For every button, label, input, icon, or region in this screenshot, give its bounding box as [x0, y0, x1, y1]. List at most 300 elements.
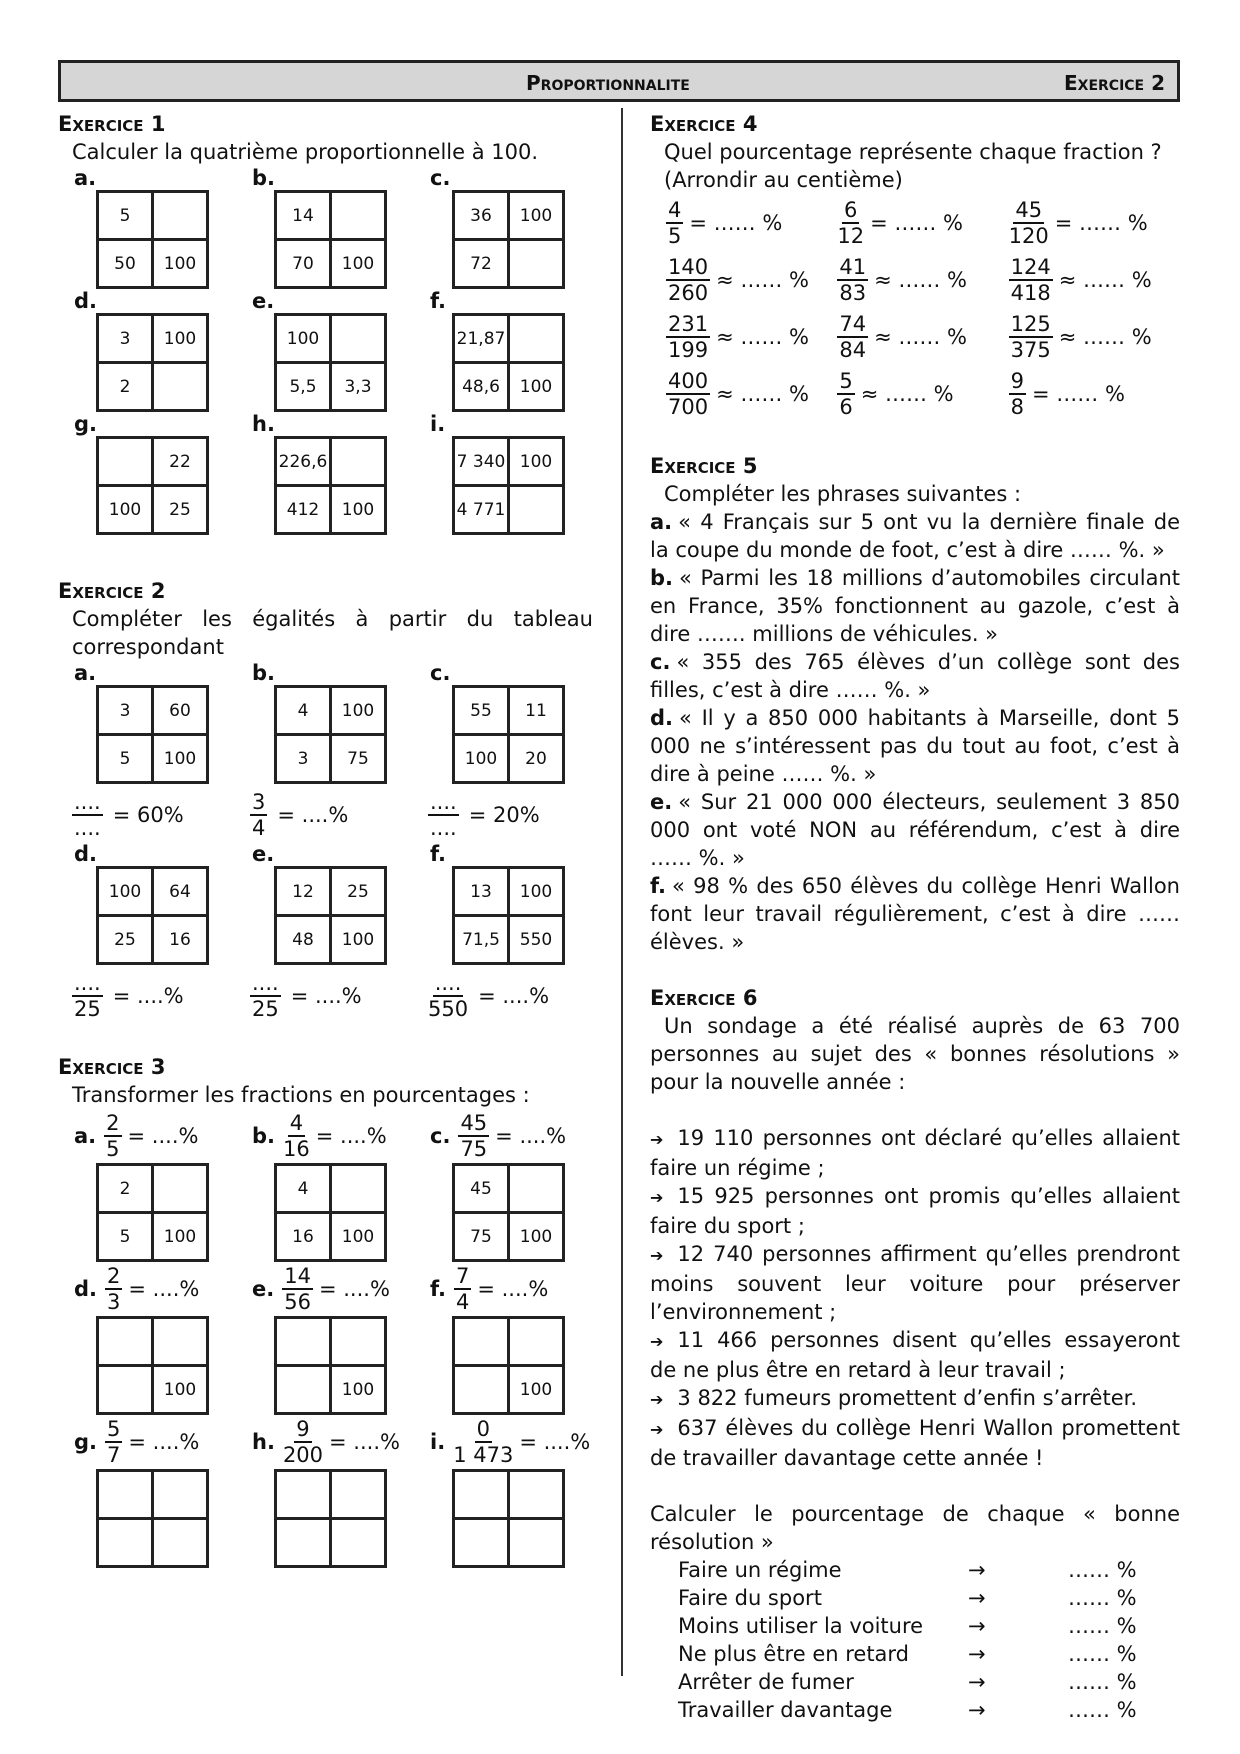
fraction — [1009, 312, 1053, 362]
percentage-blank: ≈ …… % — [860, 381, 954, 406]
exercise-item — [414, 412, 592, 535]
exercise-title: Exercice 5 — [650, 454, 758, 478]
grid-row — [454, 687, 564, 735]
fraction-denominator: 5 — [106, 1137, 120, 1161]
resolution-label: Moins utiliser la voiture — [678, 1614, 924, 1638]
fraction-denominator: 25 — [73, 997, 101, 1021]
grid-cell — [454, 1471, 509, 1519]
fraction-numerator: .... — [74, 790, 101, 814]
fraction-denominator: 260 — [668, 280, 709, 305]
grid-cell: 55 — [454, 687, 509, 735]
fraction-line — [414, 1109, 592, 1163]
fraction-numerator: .... — [74, 971, 101, 995]
percentage-blank: ≈ …… % — [874, 267, 967, 292]
fraction-denominator: 120 — [1008, 223, 1049, 248]
fraction-numerator: 74 — [839, 311, 867, 336]
percentage-blank: = …… % — [689, 210, 783, 235]
item-label: f. — [430, 289, 446, 313]
sentence-text: « Sur 21 000 000 électeurs, seulement 3 850 000 ont voté NON au référendum, c’est à dire …… %. » — [650, 790, 1180, 870]
resolution-blank: …… % — [1068, 1614, 1137, 1638]
fraction — [454, 1264, 471, 1314]
exercise-3 — [58, 1053, 593, 1568]
percentage-item — [666, 312, 837, 362]
fraction — [837, 198, 864, 248]
item-label: h. — [252, 412, 275, 436]
percentage-blank: ≈ …… % — [874, 324, 967, 349]
exercise-item — [414, 1109, 592, 1262]
fraction — [837, 255, 868, 305]
equality — [236, 969, 414, 1023]
exercise-instruction: Compléter les phrases suivantes : — [664, 482, 1022, 506]
fraction-line — [236, 1415, 414, 1469]
exercise-row — [58, 289, 593, 412]
percentage-item — [666, 255, 837, 305]
grid-cell — [331, 438, 386, 486]
grid-row — [276, 486, 386, 534]
item-label: c. — [430, 661, 451, 685]
exercise-item — [236, 1415, 414, 1568]
grid-cell: 64 — [153, 868, 208, 916]
exercise-item — [236, 1262, 414, 1415]
grid-table — [96, 1316, 209, 1415]
grid-cell — [98, 1366, 153, 1414]
exercise-instruction: Transformer les fractions en pourcentages : — [72, 1083, 530, 1107]
grid-row — [98, 687, 208, 735]
grid-cell — [331, 1471, 386, 1519]
sentence-text: « 355 des 765 élèves d’un collège sont des filles, c’est à dire …… %. » — [650, 650, 1180, 702]
equality — [414, 969, 592, 1023]
fraction-numerator: 9 — [1010, 368, 1025, 393]
grid-row — [98, 363, 208, 411]
grid-row — [98, 192, 208, 240]
grid-table — [452, 866, 565, 965]
fraction-numerator: 6 — [844, 197, 858, 222]
exercise-item — [414, 1415, 592, 1568]
exercise-item — [58, 289, 236, 412]
grid-cell — [98, 438, 153, 486]
grid-table — [452, 313, 565, 412]
fraction-denominator: 8 — [1010, 394, 1025, 419]
exercise-title: Exercice 1 — [58, 112, 166, 136]
exercise-instruction-note: (Arrondir au centième) — [664, 168, 903, 192]
grid-table — [96, 190, 209, 289]
grid-cell: 100 — [98, 868, 153, 916]
grid-row — [98, 916, 208, 964]
fraction-denominator: 25 — [251, 997, 279, 1021]
header-banner — [58, 60, 1180, 102]
fraction-denominator: 375 — [1010, 337, 1051, 362]
sentence — [650, 648, 1180, 704]
fraction-row — [666, 365, 1180, 422]
bullet-item — [650, 1414, 1180, 1472]
exercise-title: Exercice 4 — [650, 112, 758, 136]
grid-cell: 36 — [454, 192, 509, 240]
grid-cell: 3 — [276, 735, 331, 783]
grid-cell — [276, 1366, 331, 1414]
fraction-denominator: 1 473 — [453, 1443, 514, 1467]
sentence — [650, 564, 1180, 648]
exercise-item — [414, 1262, 592, 1415]
fraction-line — [58, 1262, 236, 1316]
grid-cell — [331, 1318, 386, 1366]
grid-row — [98, 1213, 208, 1261]
grid-cell: 5,5 — [276, 363, 331, 411]
percentage-blank: ≈ …… % — [716, 381, 809, 406]
fraction-numerator: .... — [430, 790, 457, 814]
exercise-6 — [650, 984, 1180, 1724]
bullet-item — [650, 1326, 1180, 1384]
resolution-row — [678, 1612, 1137, 1640]
fraction — [1009, 255, 1053, 305]
grid-cell: 7 340 — [454, 438, 509, 486]
exercise-instruction: Calculer la quatrième proportionnelle à 100. — [72, 140, 539, 164]
fraction-denominator: .... — [74, 816, 101, 840]
grid-cell: 4 — [276, 687, 331, 735]
grid-cell: 16 — [153, 916, 208, 964]
resolution-label: Faire un régime — [678, 1558, 842, 1582]
grid-cell: 45 — [454, 1165, 509, 1213]
fraction-numerator: 5 — [107, 1417, 121, 1441]
grid-cell: 100 — [153, 315, 208, 363]
fraction-denominator: 4 — [252, 816, 266, 840]
grid-table — [274, 685, 387, 784]
equality-rhs: = ....% — [128, 1430, 200, 1454]
grid-table — [452, 1163, 565, 1262]
fraction — [666, 312, 710, 362]
grid-row — [98, 240, 208, 288]
grid-cell: 25 — [331, 868, 386, 916]
grid-cell: 100 — [331, 486, 386, 534]
equality-rhs: = ....% — [329, 1430, 400, 1454]
fraction-numerator: 0 — [476, 1417, 490, 1441]
percentage-blank: ≈ …… % — [1058, 324, 1152, 349]
grid-cell: 25 — [98, 916, 153, 964]
exercise-row — [58, 1415, 593, 1568]
percentage-item — [837, 255, 1008, 305]
arrow-icon: → — [968, 1586, 986, 1610]
exercise-5 — [650, 452, 1180, 956]
item-label: e. — [252, 1277, 275, 1301]
grid-table — [452, 685, 565, 784]
resolution-row — [678, 1584, 1137, 1612]
equality-rhs: = ....% — [277, 803, 349, 827]
exercise-2 — [58, 577, 593, 1023]
fraction-numerator: 3 — [252, 790, 266, 814]
fraction — [283, 1111, 310, 1161]
grid-cell: 48,6 — [454, 363, 509, 411]
bullet-item — [650, 1240, 1180, 1326]
grid-cell: 100 — [276, 315, 331, 363]
grid-cell: 13 — [454, 868, 509, 916]
fraction-numerator: 45 — [460, 1111, 488, 1135]
bullet-text: 15 925 personnes ont promis qu’elles allaient faire du sport ; — [650, 1184, 1180, 1238]
fraction — [250, 790, 267, 840]
grid-table — [452, 436, 565, 535]
fraction — [666, 198, 683, 248]
equality-rhs: = ....% — [318, 1277, 390, 1301]
exercise-1 — [58, 110, 593, 535]
sentence-label: e. — [650, 790, 673, 814]
resolution-table — [678, 1556, 1137, 1724]
grid-row — [276, 735, 386, 783]
grid-table — [452, 1469, 565, 1568]
item-label: h. — [252, 1430, 275, 1454]
grid-cell: 5 — [98, 735, 153, 783]
percentage-item — [837, 198, 1008, 248]
exercise-instruction: Quel pourcentage représente chaque fraction ? — [664, 140, 1162, 164]
arrow-icon: ➔ — [650, 1130, 664, 1149]
resolution-label: Travailler davantage — [678, 1698, 893, 1722]
grid-cell — [153, 192, 208, 240]
fraction — [250, 971, 281, 1021]
grid-cell — [153, 1318, 208, 1366]
exercise-item — [58, 1415, 236, 1568]
percentage-item — [666, 369, 837, 419]
exercise-4 — [650, 110, 1180, 422]
grid-cell: 4 771 — [454, 486, 509, 534]
sentence — [650, 872, 1180, 956]
grid-row — [98, 438, 208, 486]
grid-cell — [153, 1519, 208, 1567]
exercise-row — [58, 1262, 593, 1415]
item-label: i. — [430, 412, 446, 436]
sentence-text: « Parmi les 18 millions d’automobiles circulant en France, 35% fonctionnent au gazole, c’est à dire ……. millions de véhicules. » — [650, 566, 1180, 646]
grid-row — [454, 1519, 564, 1567]
equality-rhs: = ....% — [128, 1277, 200, 1301]
resolution-row — [678, 1668, 1137, 1696]
resolution-blank: …… % — [1068, 1642, 1137, 1666]
bullet-text: 12 740 personnes affirment qu’elles prendront moins souvent leur voiture pour préserver l’environnement ; — [650, 1242, 1180, 1324]
percentage-blank: = …… % — [1032, 381, 1125, 406]
grid-cell: 75 — [331, 735, 386, 783]
grid-row — [276, 240, 386, 288]
grid-cell — [509, 1519, 564, 1567]
grid-cell: 3 — [98, 687, 153, 735]
equality-rhs: = 20% — [468, 803, 540, 827]
sentence — [650, 788, 1180, 872]
exercise-item — [58, 842, 236, 1023]
resolution-label: Faire du sport — [678, 1586, 822, 1610]
equality-rhs: = ....% — [315, 1124, 387, 1148]
fraction-numerator: 231 — [668, 311, 709, 336]
resolution-row — [678, 1696, 1137, 1724]
grid-cell: 100 — [509, 438, 564, 486]
fraction — [1009, 198, 1049, 248]
grid-cell: 100 — [153, 240, 208, 288]
grid-table — [274, 1316, 387, 1415]
fraction-denominator: 84 — [839, 337, 867, 362]
item-label: a. — [74, 166, 97, 190]
equality-rhs: = ....% — [290, 984, 362, 1008]
grid-row — [454, 1318, 564, 1366]
grid-row — [454, 438, 564, 486]
fraction — [837, 369, 854, 419]
grid-cell — [454, 1519, 509, 1567]
fraction-line — [236, 1262, 414, 1316]
exercise-item — [58, 1262, 236, 1415]
fraction-denominator: 700 — [668, 394, 709, 419]
grid-cell: 70 — [276, 240, 331, 288]
fraction — [666, 369, 710, 419]
resolution-row — [678, 1556, 1137, 1584]
grid-cell: 100 — [509, 1213, 564, 1261]
grid-row — [276, 1471, 386, 1519]
item-label: e. — [252, 289, 275, 313]
grid-table — [96, 1163, 209, 1262]
grid-row — [98, 315, 208, 363]
fraction-numerator: 140 — [668, 254, 709, 279]
resolution-blank: …… % — [1068, 1586, 1137, 1610]
item-label: c. — [430, 1124, 451, 1148]
grid-row — [454, 363, 564, 411]
sentence-label: b. — [650, 566, 674, 590]
grid-table — [274, 1163, 387, 1262]
grid-row — [98, 1318, 208, 1366]
sentence-text: « Il y a 850 000 habitants à Marseille, dont 5 000 ne s’intéressent pas du tout au foot, c’est à dire à peine …… %. » — [650, 706, 1180, 786]
item-label: i. — [430, 1430, 446, 1454]
grid-cell: 16 — [276, 1213, 331, 1261]
fraction-denominator: 75 — [460, 1137, 488, 1161]
exercise-item — [236, 1109, 414, 1262]
fraction-row — [666, 308, 1180, 365]
grid-row — [276, 1165, 386, 1213]
equality-rhs: = ....% — [519, 1430, 591, 1454]
grid-cell — [454, 1318, 509, 1366]
grid-row — [276, 1366, 386, 1414]
sentence-text: « 4 Français sur 5 ont vu la dernière finale de la coupe du monde de foot, c’est à dire …… %. » — [650, 510, 1180, 562]
resolution-blank: …… % — [1068, 1558, 1137, 1582]
fraction-row — [666, 251, 1180, 308]
equality-rhs: = 60% — [112, 803, 184, 827]
grid-cell: 3 — [98, 315, 153, 363]
grid-table — [274, 190, 387, 289]
grid-cell: 2 — [98, 363, 153, 411]
grid-table — [96, 866, 209, 965]
fraction — [104, 1111, 121, 1161]
fraction-numerator: 41 — [839, 254, 867, 279]
arrow-icon: ➔ — [650, 1188, 664, 1207]
fraction-denominator: .... — [430, 816, 457, 840]
fraction-denominator: 16 — [283, 1137, 310, 1161]
equality-rhs: = ....% — [477, 1277, 549, 1301]
grid-cell: 100 — [509, 363, 564, 411]
item-label: f. — [430, 1277, 446, 1301]
grid-row — [98, 735, 208, 783]
fraction — [105, 1264, 122, 1314]
exercise-row — [58, 166, 593, 289]
fraction-numerator: 45 — [1015, 197, 1043, 222]
arrow-icon: → — [968, 1670, 986, 1694]
grid-table — [274, 313, 387, 412]
grid-row — [276, 192, 386, 240]
percentage-blank: ≈ …… % — [716, 324, 809, 349]
grid-cell: 100 — [153, 735, 208, 783]
grid-cell: 21,87 — [454, 315, 509, 363]
fraction — [105, 1417, 122, 1467]
exercise-item — [236, 166, 414, 289]
bullet-item — [650, 1384, 1180, 1414]
grid-table — [96, 1469, 209, 1568]
percentage-blank: = …… % — [1054, 210, 1148, 235]
grid-cell: 100 — [153, 1366, 208, 1414]
exercise-item — [58, 661, 236, 842]
grid-row — [454, 1213, 564, 1261]
grid-row — [454, 868, 564, 916]
sentence-label: f. — [650, 874, 666, 898]
grid-row — [276, 1519, 386, 1567]
grid-cell: 71,5 — [454, 916, 509, 964]
grid-cell: 100 — [509, 192, 564, 240]
sentence — [650, 704, 1180, 788]
grid-cell — [454, 1366, 509, 1414]
fraction-numerator: 9 — [296, 1417, 310, 1441]
resolution-label: Arrêter de fumer — [678, 1670, 854, 1694]
bullet-text: 637 élèves du collège Henri Wallon promettent de travailler davantage cette année ! — [650, 1416, 1180, 1470]
fraction-line — [236, 1109, 414, 1163]
fraction-numerator: 4 — [289, 1111, 304, 1135]
grid-cell: 25 — [153, 486, 208, 534]
grid-row — [276, 1318, 386, 1366]
fraction — [428, 971, 468, 1021]
grid-cell: 60 — [153, 687, 208, 735]
exercise-instruction-line — [58, 605, 593, 661]
fraction — [458, 1111, 489, 1161]
equality — [414, 788, 592, 842]
grid-cell: 22 — [153, 438, 208, 486]
grid-cell: 12 — [276, 868, 331, 916]
fraction-line — [414, 1415, 592, 1469]
grid-cell: 72 — [454, 240, 509, 288]
item-label: b. — [252, 1124, 276, 1148]
grid-cell: 48 — [276, 916, 331, 964]
percentage-blank: = …… % — [870, 210, 963, 235]
fraction-numerator: 5 — [839, 368, 853, 393]
exercise-item — [236, 842, 414, 1023]
grid-row — [454, 1471, 564, 1519]
grid-cell — [509, 1318, 564, 1366]
arrow-icon: → — [968, 1558, 986, 1582]
fraction — [1009, 369, 1026, 419]
percentage-blank: ≈ …… % — [1058, 267, 1152, 292]
fraction-line — [58, 1415, 236, 1469]
fraction-numerator: .... — [434, 971, 462, 995]
grid-cell — [509, 240, 564, 288]
exercise-title: Exercice 6 — [650, 986, 758, 1010]
item-label: a. — [74, 1124, 97, 1148]
percentage-item — [1009, 198, 1180, 248]
item-label: a. — [74, 661, 97, 685]
item-label: b. — [252, 166, 276, 190]
fraction-denominator: 7 — [107, 1443, 121, 1467]
equality — [58, 969, 236, 1023]
grid-cell: 2 — [98, 1165, 153, 1213]
grid-cell — [509, 1165, 564, 1213]
header-title: Proportionnalite — [526, 71, 690, 95]
grid-cell: 11 — [509, 687, 564, 735]
exercise-title: Exercice 2 — [58, 579, 166, 603]
exercise-item — [414, 661, 592, 842]
grid-cell — [153, 1471, 208, 1519]
percentage-item — [837, 312, 1008, 362]
sentence-label: c. — [650, 650, 671, 674]
fraction-numerator: 125 — [1010, 311, 1051, 336]
item-label: b. — [252, 661, 276, 685]
fraction-line — [58, 1109, 236, 1163]
fraction — [283, 1417, 323, 1467]
equality — [236, 788, 414, 842]
fraction-numerator: 2 — [106, 1111, 120, 1135]
grid-row — [454, 315, 564, 363]
